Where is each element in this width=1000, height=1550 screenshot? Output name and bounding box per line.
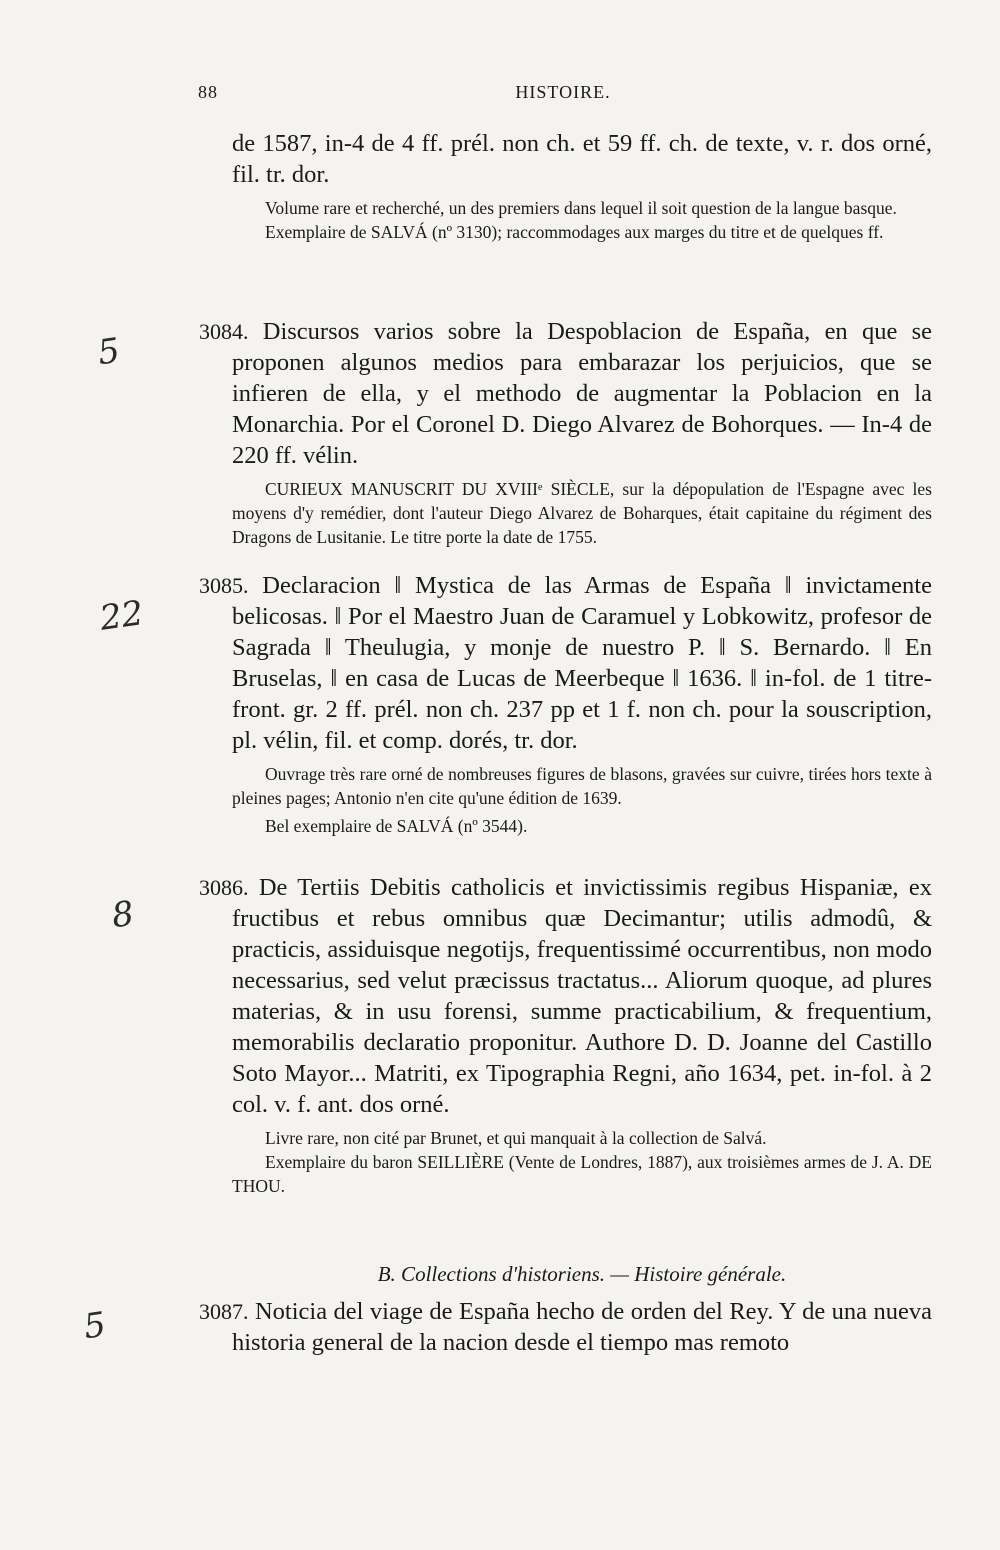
entry-note: Bel exemplaire de SALVÁ (nº 3544). — [265, 816, 528, 836]
section-heading: B. Collections d'historiens. — Histoire générale. — [377, 1262, 787, 1286]
entry-number: 3087. — [199, 1299, 249, 1324]
entry-note: Ouvrage très rare orné de nombreuses figures de blasons, gravées sur cuivre, tirées hors texte à pleines pages; Antonio n'en cite qu'une édition de 1639. — [232, 764, 932, 808]
price-mark: 5 — [95, 330, 123, 374]
running-head: HISTOIRE. — [515, 82, 611, 102]
entry-text — [199, 316, 932, 471]
entry-text — [199, 872, 933, 1120]
page-header — [198, 82, 928, 112]
page-number: 88 — [198, 82, 218, 102]
entry-title: Noticia del viage de España hecho de orden del Rey. Y de una nueva historia general de la nacion desde el tiempo mas remoto — [232, 1298, 932, 1356]
continuation-note-1: Volume rare et recherché, un des premiers dans lequel il soit question de la langue basque. — [265, 198, 897, 218]
entry-title: Discursos varios sobre la Despoblacion de España, en que se proponen algunos medios para embarazar los perjuicios, que se infieren de ella, y el methodo de augmentar la Poblacion en la Monarchia. Por el Coronel D. Diego Alvarez de Bohorques. — In-4 de 220 ff. vélin. — [232, 318, 932, 469]
entry-number: 3086. — [199, 875, 249, 900]
price-mark: 8 — [109, 893, 137, 937]
entry-3086 — [199, 872, 933, 1198]
continuation-text: de 1587, in-4 de 4 ff. prél. non ch. et 59 ff. ch. de texte, v. r. dos orné, fil. tr. dor. — [232, 130, 932, 188]
entry-number: 3084. — [199, 319, 249, 344]
entry-3084 — [199, 316, 932, 549]
entry-3085 — [199, 570, 932, 838]
entry-note: Exemplaire du baron SEILLIÈRE (Vente de Londres, 1887), aux troisièmes armes de J. A. DE THOU. — [232, 1152, 932, 1196]
entry-3087 — [199, 1296, 932, 1358]
entry-title: Declaracion ‖ Mystica de las Armas de España ‖ invictamente belicosas. ‖ Por el Maestro Juan de Caramuel y Lobkowitz, profesor de Sagrada ‖ Theulugia, y monje de nuestro P. ‖ S. Bernardo. ‖ En Bruselas, ‖ en casa de Lucas de Meerbeque ‖ 1636. ‖ in-fol. de 1 titre-front. gr. 2 ff. prél. non ch. 237 pp et 1 f. non ch. pour la souscription, pl. vélin, fil. et comp. dorés, tr. dor. — [232, 572, 932, 754]
continuation-entry — [232, 128, 932, 244]
entry-text — [199, 1296, 932, 1358]
entry-title: De Tertiis Debitis catholicis et invictissimis regibus Hispaniæ, ex fructibus et rebus omnibus quæ Decimantur; utilis admodû, & practicis, assiduisque negotijs, frequentissimé occurrentibus, non modo necessarius, sed velut præcissus tractatus... Aliorum quoque, ad plures materias, & in usu forensi, summe practicabilium, & frequentium, memorabilis declaratio proponitur. Authore D. D. Joanne del Castillo Soto Mayor... Matriti, ex Tipographia Regni, año 1634, pet. in-fol. à 2 col. v. f. ant. dos orné. — [232, 874, 933, 1118]
continuation-note-2: Exemplaire de SALVÁ (nº 3130); raccommodages aux marges du titre et de quelques ff. — [265, 222, 884, 242]
entry-text — [199, 570, 932, 756]
price-mark: 5 — [81, 1304, 109, 1348]
entry-note: Livre rare, non cité par Brunet, et qui manquait à la collection de Salvá. — [265, 1128, 767, 1148]
entry-note: CURIEUX MANUSCRIT DU XVIIIᵉ SIÈCLE, sur la dépopulation de l'Espagne avec les moyens d'y remédier, dont l'auteur Diego Alvarez de Boharques, était capitaine du régiment des Dragons de Lusitanie. Le titre porte la date de 1755. — [232, 479, 932, 547]
price-mark: 22 — [97, 593, 146, 639]
entry-number: 3085. — [199, 573, 249, 598]
